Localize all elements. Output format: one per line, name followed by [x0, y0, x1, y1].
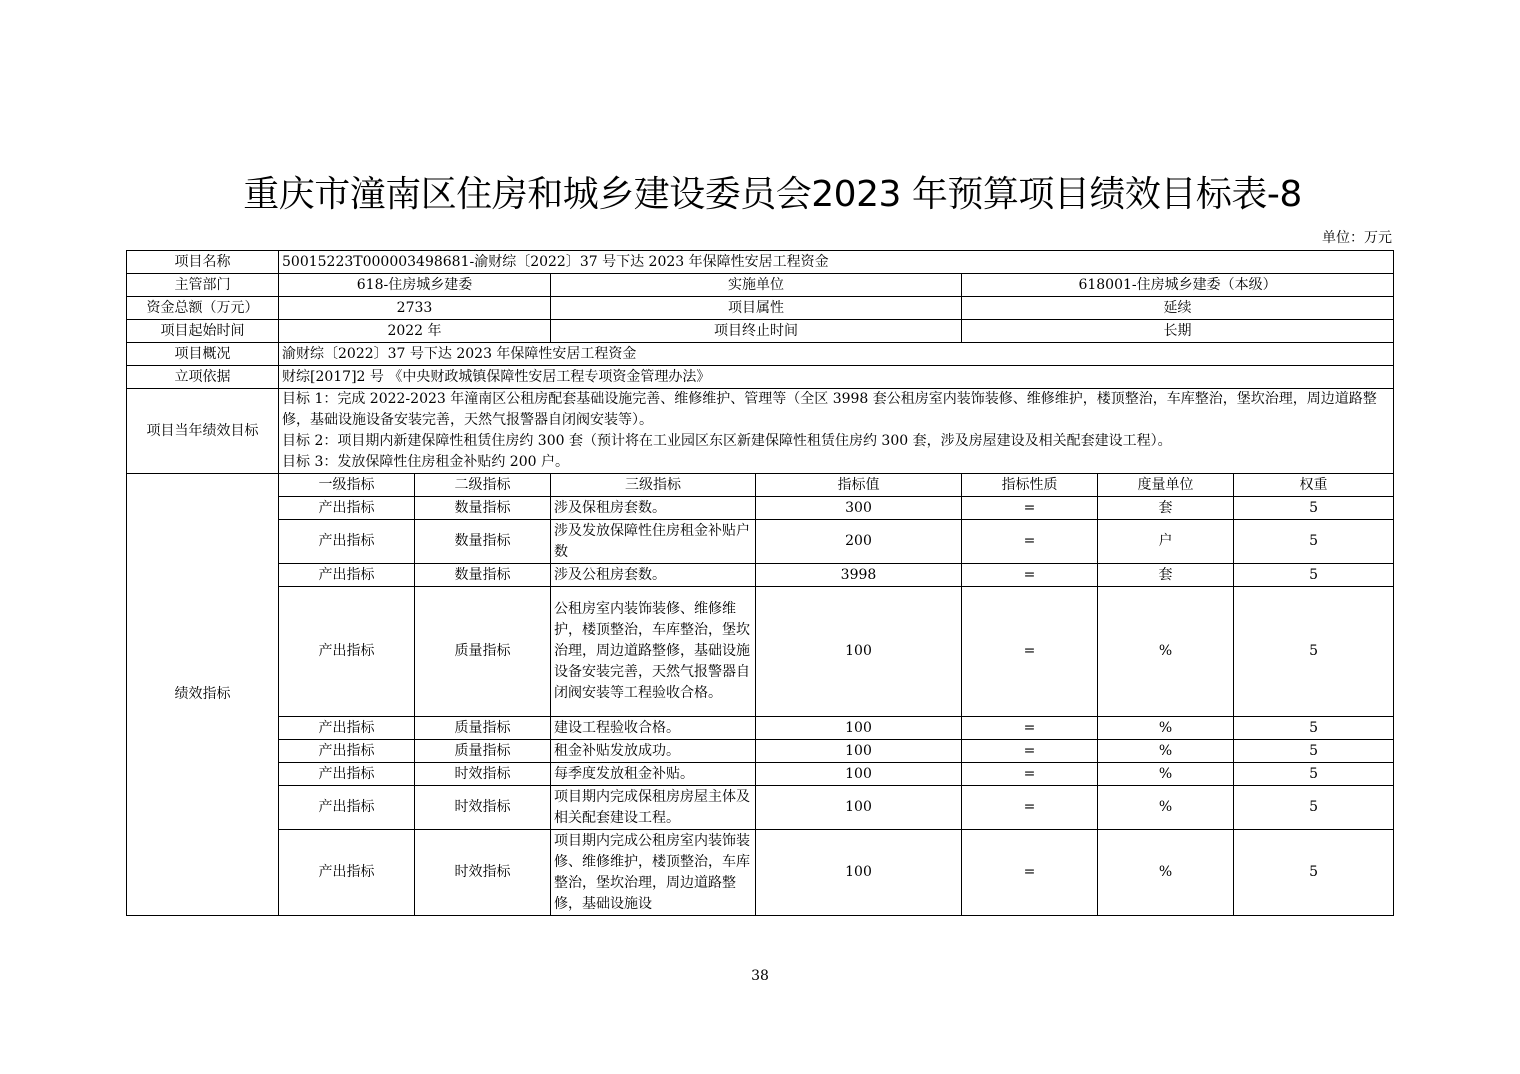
basis-value: 财综[2017]2 号 《中央财政城镇保障性安居工程专项资金管理办法》 — [279, 366, 1394, 389]
goals-cell — [279, 389, 1394, 474]
cell-nature: = — [962, 587, 1098, 717]
cell-unit: % — [1098, 763, 1234, 786]
cell-level2: 数量指标 — [415, 520, 551, 564]
cell-level1: 产出指标 — [279, 786, 415, 830]
cell-nature: = — [962, 740, 1098, 763]
cell-value: 200 — [756, 520, 962, 564]
page-number: 38 — [751, 968, 769, 984]
cell-level2: 质量指标 — [415, 740, 551, 763]
row-fund — [127, 297, 1394, 320]
cell-level1: 产出指标 — [279, 740, 415, 763]
cell-level2: 时效指标 — [415, 763, 551, 786]
row-department — [127, 274, 1394, 297]
cell-unit: 户 — [1098, 520, 1234, 564]
cell-nature: = — [962, 830, 1098, 916]
row-goals — [127, 389, 1394, 474]
header-weight: 权重 — [1234, 474, 1394, 497]
cell-level3: 每季度发放租金补贴。 — [551, 763, 756, 786]
cell-nature: = — [962, 497, 1098, 520]
cell-level1: 产出指标 — [279, 763, 415, 786]
goal-item: 目标 3：发放保障性住房租金补贴约 200 户。 — [282, 454, 569, 470]
document-title: 重庆市潼南区住房和城乡建设委员会2023 年预算项目绩效目标表-8 — [243, 174, 1302, 215]
fund-label: 资金总额（万元） — [127, 297, 279, 320]
end-value: 长期 — [962, 320, 1394, 343]
cell-nature: = — [962, 717, 1098, 740]
cell-level1: 产出指标 — [279, 717, 415, 740]
cell-weight: 5 — [1234, 520, 1394, 564]
cell-level3: 项目期内完成保租房房屋主体及相关配套建设工程。 — [551, 786, 756, 830]
cell-level3: 项目期内完成公租房室内装饰装修、维修维护，楼顶整治，车库整治，堡坎治理，周边道路整修，基础设施设 — [551, 830, 756, 916]
start-value: 2022 年 — [279, 320, 551, 343]
cell-value: 300 — [756, 497, 962, 520]
cell-weight: 5 — [1234, 740, 1394, 763]
table-row — [127, 763, 1394, 786]
cell-unit: % — [1098, 786, 1234, 830]
cell-value: 100 — [756, 763, 962, 786]
table-row — [127, 717, 1394, 740]
row-basis — [127, 366, 1394, 389]
cell-unit: % — [1098, 740, 1234, 763]
row-project-name — [127, 251, 1394, 274]
project-name-label: 项目名称 — [127, 251, 279, 274]
impl-label: 实施单位 — [551, 274, 962, 297]
project-name-value: 50015223T000003498681-渝财综〔2022〕37 号下达 2023 年保障性安居工程资金 — [279, 251, 1394, 274]
table-row — [127, 564, 1394, 587]
cell-level3: 涉及发放保障性住房租金补贴户数 — [551, 520, 756, 564]
table-row — [127, 786, 1394, 830]
cell-unit: % — [1098, 587, 1234, 717]
cell-level1: 产出指标 — [279, 564, 415, 587]
unit-label: 单位：万元 — [1322, 230, 1392, 246]
indicator-header-row — [127, 474, 1394, 497]
cell-nature: = — [962, 564, 1098, 587]
cell-unit: % — [1098, 830, 1234, 916]
goals-label: 项目当年绩效目标 — [127, 389, 279, 474]
header-unit: 度量单位 — [1098, 474, 1234, 497]
cell-weight: 5 — [1234, 564, 1394, 587]
cell-level3: 建设工程验收合格。 — [551, 717, 756, 740]
dept-label: 主管部门 — [127, 274, 279, 297]
cell-level2: 时效指标 — [415, 786, 551, 830]
cell-unit: % — [1098, 717, 1234, 740]
table-row — [127, 497, 1394, 520]
header-level2: 二级指标 — [415, 474, 551, 497]
attr-value: 延续 — [962, 297, 1394, 320]
cell-weight: 5 — [1234, 497, 1394, 520]
cell-weight: 5 — [1234, 587, 1394, 717]
performance-table — [126, 250, 1394, 916]
cell-value: 100 — [756, 740, 962, 763]
cell-value: 100 — [756, 717, 962, 740]
table-row — [127, 587, 1394, 717]
header-level1: 一级指标 — [279, 474, 415, 497]
overview-label: 项目概况 — [127, 343, 279, 366]
fund-value: 2733 — [279, 297, 551, 320]
cell-level1: 产出指标 — [279, 520, 415, 564]
table-row — [127, 520, 1394, 564]
header-nature: 指标性质 — [962, 474, 1098, 497]
impl-value: 618001-住房城乡建委（本级） — [962, 274, 1394, 297]
cell-level3: 租金补贴发放成功。 — [551, 740, 756, 763]
row-overview — [127, 343, 1394, 366]
end-label: 项目终止时间 — [551, 320, 962, 343]
cell-level2: 数量指标 — [415, 497, 551, 520]
overview-value: 渝财综〔2022〕37 号下达 2023 年保障性安居工程资金 — [279, 343, 1394, 366]
table-row — [127, 740, 1394, 763]
cell-unit: 套 — [1098, 497, 1234, 520]
cell-nature: = — [962, 520, 1098, 564]
cell-weight: 5 — [1234, 830, 1394, 916]
cell-value: 100 — [756, 830, 962, 916]
header-level3: 三级指标 — [551, 474, 756, 497]
table-row — [127, 830, 1394, 916]
cell-level1: 产出指标 — [279, 587, 415, 717]
cell-level2: 数量指标 — [415, 564, 551, 587]
cell-weight: 5 — [1234, 763, 1394, 786]
cell-weight: 5 — [1234, 786, 1394, 830]
cell-level2: 质量指标 — [415, 717, 551, 740]
goal-item: 目标 2：项目期内新建保障性租赁住房约 300 套（预计将在工业园区东区新建保障性租赁住房约 300 套，涉及房屋建设及相关配套建设工程）。 — [282, 433, 1172, 449]
cell-level3: 公租房室内装饰装修、维修维护，楼顶整治，车库整治，堡坎治理，周边道路整修，基础设施设备安装完善，天然气报警器自闭阀安装等工程验收合格。 — [551, 587, 756, 717]
indicators-section-label: 绩效指标 — [127, 474, 279, 916]
cell-level3: 涉及公租房套数。 — [551, 564, 756, 587]
cell-weight: 5 — [1234, 717, 1394, 740]
basis-label: 立项依据 — [127, 366, 279, 389]
cell-level1: 产出指标 — [279, 497, 415, 520]
cell-value: 100 — [756, 587, 962, 717]
dept-value: 618-住房城乡建委 — [279, 274, 551, 297]
goal-item: 目标 1：完成 2022-2023 年潼南区公租房配套基础设施完善、维修维护、管理等（全区 3998 套公租房室内装饰装修、维修维护，楼顶整治，车库整治，堡坎治理，周边道路整修，基础设施设备安装完善，天然气报警器自闭阀安装等）。 — [282, 391, 1377, 428]
cell-value: 3998 — [756, 564, 962, 587]
cell-level2: 时效指标 — [415, 830, 551, 916]
row-period — [127, 320, 1394, 343]
cell-level3: 涉及保租房套数。 — [551, 497, 756, 520]
attr-label: 项目属性 — [551, 297, 962, 320]
cell-nature: = — [962, 763, 1098, 786]
cell-unit: 套 — [1098, 564, 1234, 587]
start-label: 项目起始时间 — [127, 320, 279, 343]
cell-nature: = — [962, 786, 1098, 830]
cell-level1: 产出指标 — [279, 830, 415, 916]
cell-level2: 质量指标 — [415, 587, 551, 717]
header-value: 指标值 — [756, 474, 962, 497]
cell-value: 100 — [756, 786, 962, 830]
